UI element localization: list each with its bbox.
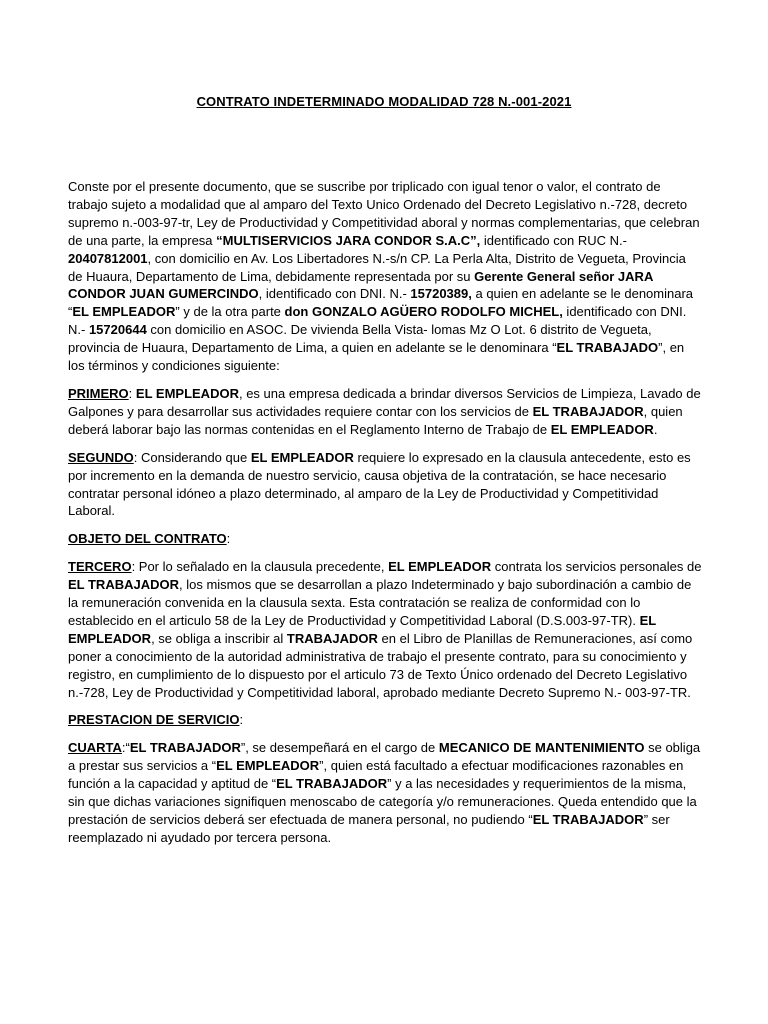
clause-text: ”, se desempeñará en el cargo de	[240, 740, 439, 756]
empleador-term: EL EMPLEADOR	[550, 421, 654, 437]
intro-text: , identificado con DNI. N.-	[258, 286, 411, 302]
clause-cuarta	[68, 739, 702, 846]
trabajador-term: EL TRABAJADOR	[532, 812, 644, 827]
clause-text: se obliga a prestar sus servicios a “	[68, 740, 701, 774]
intro-text: , con domicilio en Av. Los Libertadores N.-s/n CP. La Perla Alta, Distrito de Vegueta, Provincia de Huaura, Departamento de Lima, debidamente representada por su	[68, 250, 686, 284]
clause-text: ” ser reemplazado ni ayudado por tercera persona.	[68, 812, 670, 845]
clause-text: : Considerando que	[133, 449, 251, 465]
manager-name: Gerente General señor JARA CONDOR JUAN GUMERCINDO	[68, 268, 653, 302]
clause-text: , es una empresa dedicada a brindar diversos Servicios de Limpieza, Lavado de Galpones y para desarrollar sus actividades requiere contar con los servicios de	[68, 385, 701, 419]
intro-text: ” y de la otra parte	[175, 304, 285, 320]
trabajador-term: EL TRABAJADOR	[129, 740, 241, 756]
manager-dni: 15720389,	[410, 286, 472, 302]
intro-text: con domicilio en ASOC. De vivienda Bella Vista- lomas Mz O Lot. 6 distrito de Vegueta, provincia de Huaura, Departamento de Lima, a quien en adelante se le denominara “	[68, 322, 652, 356]
clause-tercero	[68, 558, 702, 701]
trabajador-term: EL TRABAJADOR	[276, 776, 388, 792]
clause-text: :	[128, 385, 136, 401]
clause-label: PRIMERO	[68, 385, 129, 401]
section-heading: PRESTACION DE SERVICIO	[68, 712, 240, 728]
trabajador-term: TRABAJADOR	[286, 630, 378, 646]
worker-name: don GONZALO AGÜERO RODOLFO MICHEL,	[284, 304, 563, 320]
intro-paragraph	[68, 178, 702, 375]
clause-label: TERCERO	[68, 559, 132, 575]
clause-text: , se obliga a inscribir al	[151, 630, 287, 646]
clause-text: , quien deberá laborar bajo las normas contenidas en el Reglamento Interno de Trabajo de	[68, 403, 683, 437]
clause-text: : Por lo señalado en la clausula precedente,	[131, 559, 389, 575]
job-title: MECANICO DE MANTENIMIENTO	[438, 740, 645, 756]
intro-text: a quien en adelante se le denominara “	[68, 286, 694, 320]
clause-text: , los mismos que se desarrollan a plazo Indeterminado y bajo subordinación a cambio de la remuneración convenida en la clausula sexta. Esta contratación se realiza de conformidad con lo establecido en el articulo 58 de la Ley de Productividad y Competitividad Laboral (D.S.003-97-TR).	[68, 577, 692, 628]
intro-text: Conste por el presente documento, que se suscribe por triplicado con igual tenor o valor, el contrato de trabajo sujeto a modalidad que al amparo del Texto Unico Ordenado del Decreto Legislativo n.-728, decreto supremo n.-003-97-tr, Ley de Productividad y Competitividad aboral y normas complementarias, que celebran de una parte, la empresa	[68, 179, 700, 248]
ruc-number: 20407812001	[68, 250, 148, 266]
clause-text: contrata los servicios personales de	[491, 559, 702, 575]
intro-text: identificado con RUC N.-	[480, 232, 627, 248]
clause-primero	[68, 385, 702, 439]
section-heading-objeto	[68, 530, 702, 548]
clause-text: requiere lo expresado en la clausula antecedente, esto es por incremento en la demanda de nuestro servicio, causa objetiva de la contratación, se hace necesario contratar personal idóneo a plazo determinado, al amparo de la Ley de Productividad y Competitividad Laboral.	[68, 449, 691, 519]
empleador-term: EL EMPLEADOR	[216, 758, 320, 774]
clause-label: SEGUNDO	[68, 449, 134, 465]
company-name: “MULTISERVICIOS JARA CONDOR S.A.C”,	[216, 232, 481, 248]
clause-text: ” y a las necesidades y requerimientos de la misma, sin que dichas variaciones signifiquen menoscabo de categoría y/o remuneraciones. Queda entendido que la prestación de servicios deberá ser efectuada de manera personal, no pudiendo “	[68, 776, 697, 827]
clause-text: :“	[121, 740, 130, 756]
document-body	[68, 178, 702, 857]
intro-text: identificado con DNI. N.-	[68, 304, 687, 338]
clause-text: ”, quien está facultado a efectuar modificaciones razonables en función a la capacidad y aptitud de “	[68, 758, 684, 792]
document-title: CONTRATO INDETERMINADO MODALIDAD 728 N.-001-2021	[196, 94, 572, 109]
empleador-term: EL EMPLEADOR	[72, 304, 176, 320]
trabajador-term: EL TRABAJADOR	[68, 577, 179, 593]
worker-dni: 15720644	[88, 322, 147, 338]
section-heading: OBJETO DEL CONTRATO	[68, 531, 227, 547]
clause-text: .	[653, 421, 658, 437]
heading-colon: :	[239, 712, 244, 728]
empleador-term: EL EMPLEADOR	[388, 559, 492, 575]
clause-segundo	[68, 449, 702, 521]
heading-colon: :	[226, 531, 231, 547]
intro-text: ”, en los términos y condiciones siguiente:	[68, 340, 685, 374]
clause-text: en el Libro de Planillas de Remuneraciones, así como poner a conocimiento de la autoridad administrativa de trabajo el presente contrato, para su conocimiento y registro, en cumplimiento de lo dispuesto por el articulo 73 de Texto Único ordenado del Decreto Legislativo n.-728, Ley de Productividad y Competitividad laboral, aprobado mediante Decreto Supremo N.- 003-97-TR.	[68, 630, 693, 700]
section-heading-prestacion	[68, 711, 702, 729]
empleador-term: EL EMPLEADOR	[250, 449, 354, 465]
empleador-term: EL EMPLEADOR	[135, 385, 239, 401]
empleador-term: EL EMPLEADOR	[68, 612, 656, 646]
clause-label: CUARTA	[68, 740, 122, 756]
trabajador-term: EL TRABAJADOR	[532, 403, 644, 419]
trabajado-term: EL TRABAJADO	[556, 340, 659, 356]
